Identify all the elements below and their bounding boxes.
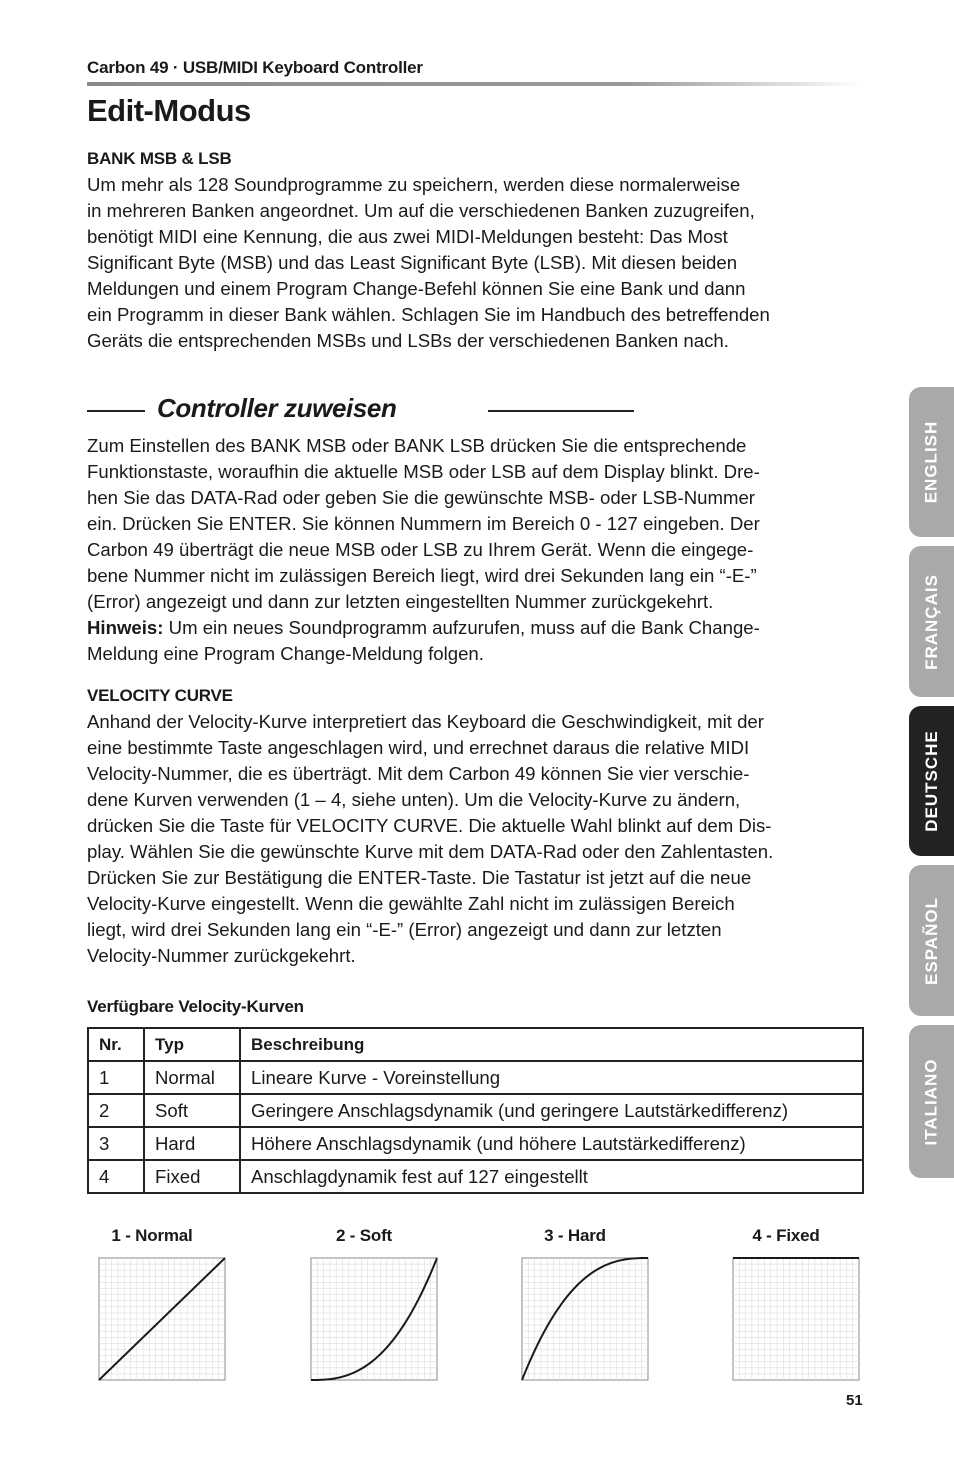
table-header-row (88, 1028, 863, 1061)
velocity-line: dene Kurven verwenden (1 – 4, siehe unten). Um die Velocity-Kurve zu ändern, (87, 789, 741, 810)
curve-soft (299, 1226, 449, 1394)
table-caption: Verfügbare Velocity-Kurven (87, 997, 304, 1016)
velocity-curves-table (87, 1027, 864, 1194)
bank-msb-lsb-heading: BANK MSB & LSB (87, 149, 232, 168)
cell-nr: 4 (88, 1160, 144, 1193)
curve-title: 4 - Fixed (752, 1226, 820, 1245)
controller-line: (Error) angezeigt und dann zur letzten eingestellten Nummer zurückgekehrt. (87, 591, 714, 612)
heading-rule-right (488, 410, 634, 412)
tab-francais[interactable]: FRANÇAIS (909, 546, 954, 697)
velocity-line: Velocity-Nummer, die es überträgt. Mit dem Carbon 49 können Sie vier verschie- (87, 763, 750, 784)
curve-title: 1 - Normal (111, 1226, 193, 1245)
velocity-paragraph (87, 709, 867, 969)
bank-line: benötigt MIDI eine Kennung, die aus zwei MIDI-Meldungen besteht: Das Most (87, 226, 728, 247)
controller-heading (87, 393, 547, 427)
column-header-beschreibung: Beschreibung (240, 1028, 863, 1061)
heading-rule-left (87, 410, 145, 412)
velocity-curve-heading: VELOCITY CURVE (87, 686, 233, 705)
table-row (88, 1094, 863, 1127)
header-rule (87, 82, 862, 86)
bank-paragraph (87, 172, 867, 354)
page-number: 51 (846, 1392, 863, 1409)
velocity-line: drücken Sie die Taste für VELOCITY CURVE. Die aktuelle Wahl blinkt auf dem Dis- (87, 815, 772, 836)
controller-line: bene Nummer nicht im zulässigen Bereich liegt, wird drei Sekunden lang ein “-E-” (87, 565, 757, 586)
velocity-line: play. Wählen Sie die gewünschte Kurve mit dem DATA-Rad oder den Zahlentasten. (87, 841, 774, 862)
velocity-line: Velocity-Kurve eingestellt. Wenn die gewählte Zahl nicht im zulässigen Bereich (87, 893, 735, 914)
cell-beschreibung: Geringere Anschlagsdynamik (und geringere Lautstärkedifferenz) (240, 1094, 863, 1127)
cell-beschreibung: Lineare Kurve - Voreinstellung (240, 1061, 863, 1094)
controller-line: hen Sie das DATA-Rad oder geben Sie die gewünschte MSB- oder LSB-Nummer (87, 487, 755, 508)
bank-line: ein Programm in dieser Bank wählen. Schlagen Sie im Handbuch des betreffenden (87, 304, 770, 325)
table-row (88, 1061, 863, 1094)
bank-line: in mehreren Banken angeordnet. Um auf die verschiedenen Banken zuzugreifen, (87, 200, 755, 221)
cell-nr: 3 (88, 1127, 144, 1160)
controller-heading-text: Controller zuweisen (157, 393, 397, 423)
controller-line: Zum Einstellen des BANK MSB oder BANK LSB drücken Sie die entsprechende (87, 435, 747, 456)
bank-line: Um mehr als 128 Soundprogramme zu speichern, werden diese normalerweise (87, 174, 741, 195)
velocity-line: Anhand der Velocity-Kurve interpretiert das Keyboard die Geschwindigkeit, mit der (87, 711, 764, 732)
velocity-line: Velocity-Nummer zurückgekehrt. (87, 945, 356, 966)
controller-line: ein. Drücken Sie ENTER. Sie können Nummern im Bereich 0 - 127 eingeben. Der (87, 513, 760, 534)
controller-note-line: Meldung eine Program Change-Meldung folgen. (87, 643, 484, 664)
bank-line: Significant Byte (MSB) und das Least Significant Byte (LSB). Mit diesen beiden (87, 252, 738, 273)
curve-fixed (721, 1226, 871, 1394)
cell-typ: Fixed (144, 1160, 240, 1193)
velocity-line: liegt, wird drei Sekunden lang ein “-E-” (Error) angezeigt und dann zur letzten (87, 919, 722, 940)
tab-italiano[interactable]: ITALIANO (909, 1025, 954, 1178)
cell-beschreibung: Anschlagdynamik fest auf 127 eingestellt (240, 1160, 863, 1193)
cell-typ: Normal (144, 1061, 240, 1094)
curve-graph-soft (299, 1250, 444, 1390)
cell-nr: 1 (88, 1061, 144, 1094)
curve-normal (87, 1226, 237, 1394)
tab-english[interactable]: ENGLISH (909, 387, 954, 537)
document-header-title: Carbon 49 · USB/MIDI Keyboard Controller (87, 58, 423, 77)
tab-deutsche[interactable]: DEUTSCHE (909, 706, 954, 856)
curve-graph-hard (510, 1250, 655, 1390)
cell-typ: Soft (144, 1094, 240, 1127)
curve-title: 3 - Hard (544, 1226, 606, 1245)
cell-beschreibung: Höhere Anschlagsdynamik (und höhere Lautstärkedifferenz) (240, 1127, 863, 1160)
controller-note (87, 615, 867, 641)
velocity-line: Drücken Sie zur Bestätigung die ENTER-Taste. Die Tastatur ist jetzt auf die neue (87, 867, 752, 888)
bank-line: Geräts die entsprechenden MSBs und LSBs der verschiedenen Banken nach. (87, 330, 729, 351)
controller-line: Carbon 49 überträgt die neue MSB oder LSB zu Ihrem Gerät. Wenn die eingege- (87, 539, 754, 560)
curve-graph-fixed (721, 1250, 866, 1390)
curve-title: 2 - Soft (335, 1226, 392, 1245)
controller-paragraph (87, 433, 867, 667)
column-header-typ: Typ (144, 1028, 240, 1061)
cell-typ: Hard (144, 1127, 240, 1160)
controller-line: Funktionstaste, woraufhin die aktuelle MSB oder LSB auf dem Display blinkt. Dre- (87, 461, 760, 482)
bank-line: Meldungen und einem Program Change-Befehl können Sie eine Bank und dann (87, 278, 746, 299)
table-row (88, 1127, 863, 1160)
cell-nr: 2 (88, 1094, 144, 1127)
page-title: Edit-Modus (87, 93, 251, 128)
note-label: Hinweis: (87, 617, 164, 638)
column-header-nr: Nr. (88, 1028, 144, 1061)
curve-graph-normal (87, 1250, 232, 1390)
velocity-line: eine bestimmte Taste angeschlagen wird, und errechnet daraus die relative MIDI (87, 737, 750, 758)
table-row (88, 1160, 863, 1193)
note-text: Um ein neues Soundprogramm aufzurufen, muss auf die Bank Change- (163, 617, 760, 638)
tab-espanol[interactable]: ESPAÑOL (909, 865, 954, 1016)
curve-hard (510, 1226, 660, 1394)
